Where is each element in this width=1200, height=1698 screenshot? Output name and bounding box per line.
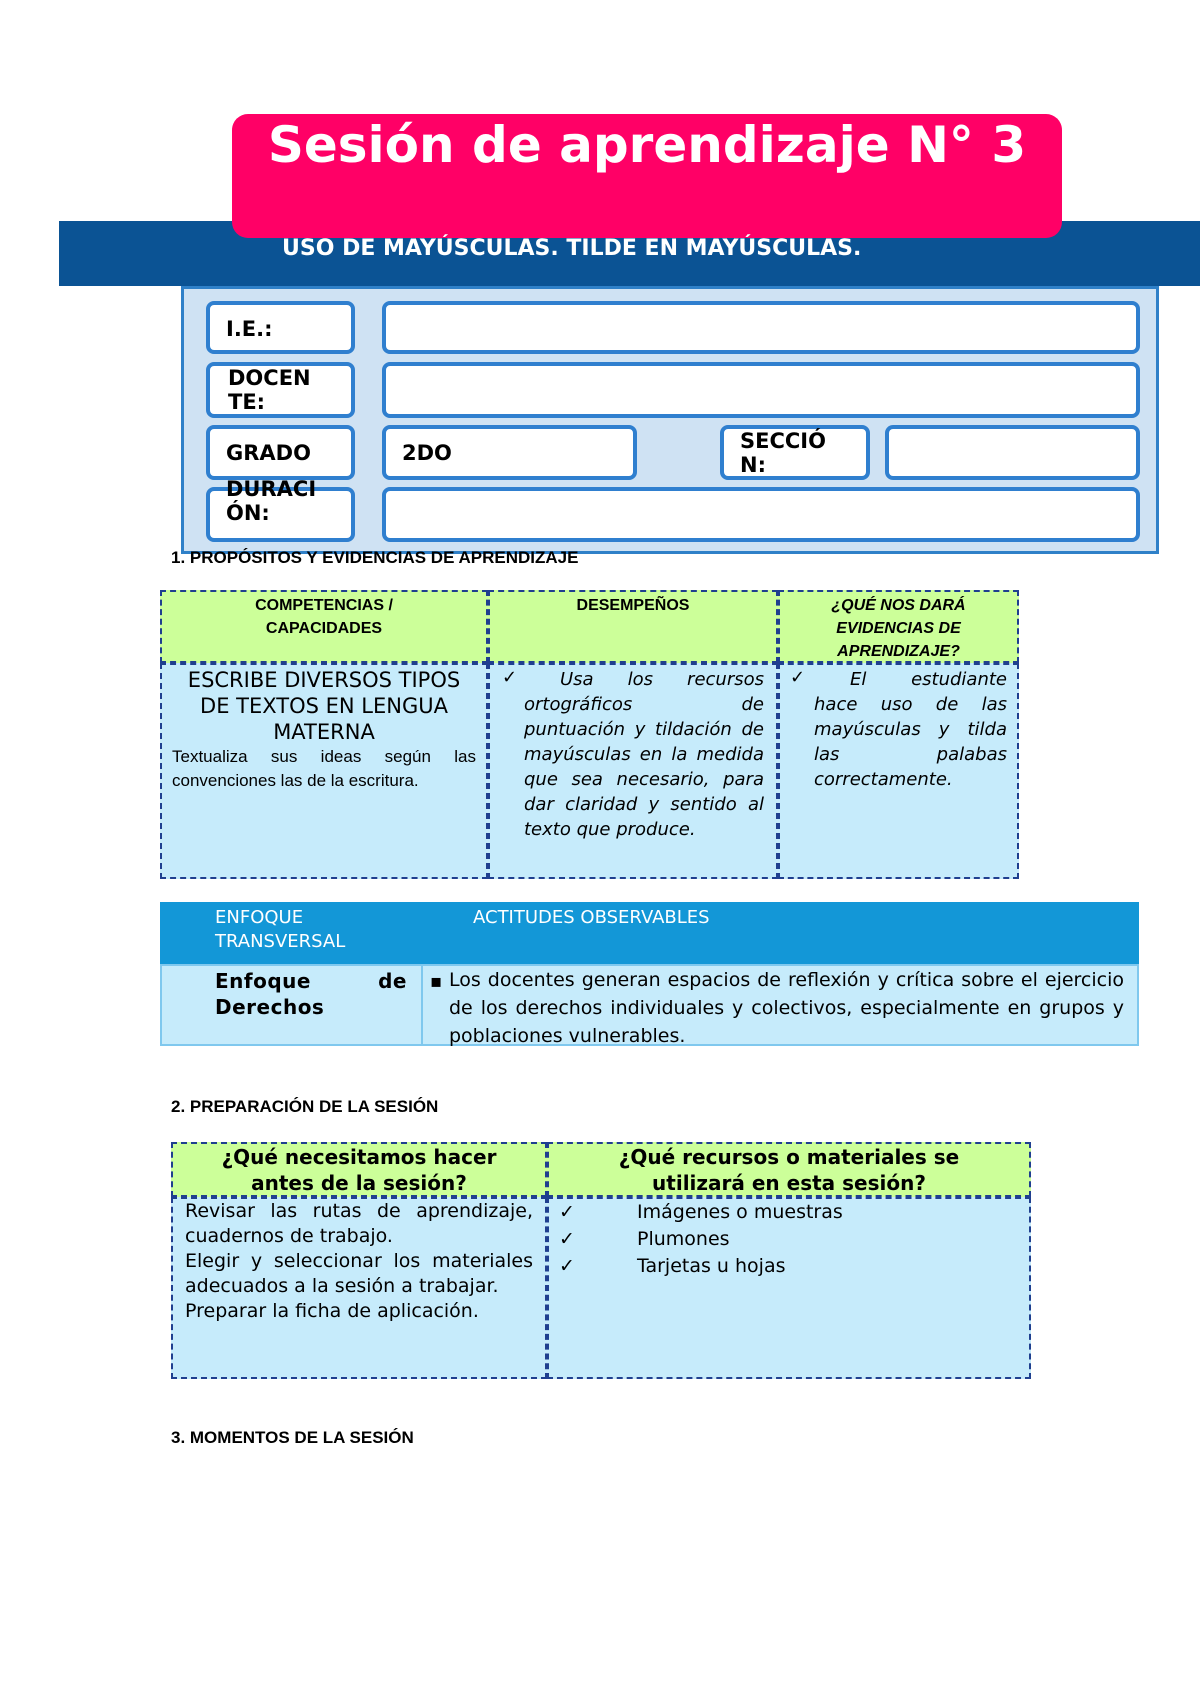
docente-label: DOCEN TE:: [228, 366, 311, 414]
check-icon: ✓: [502, 667, 518, 688]
grado-label-box: [206, 425, 355, 480]
evidencias-header: ¿QUÉ NOS DARÁ EVIDENCIAS DE APRENDIZAJE?: [831, 597, 966, 660]
ie-field[interactable]: [382, 301, 1140, 354]
page-title: Sesión de aprendizaje N° 3: [267, 116, 1027, 174]
tasks-header-cell: [171, 1142, 547, 1197]
task-item: Revisar las rutas de aprendizaje, cuadernos de trabajo.: [185, 1200, 533, 1247]
grado-value: 2DO: [402, 441, 452, 465]
check-icon: ✓: [559, 1228, 575, 1250]
desempeno-text: Usa los recursos ortográficos de puntuación y tildación de mayúsculas en la medida que sea necesario, para dar claridad y sentido al texto que produce.: [524, 669, 764, 840]
material-item: [549, 1253, 1029, 1280]
section2-heading: 2. PREPARACIÓN DE LA SESIÓN: [171, 1097, 439, 1116]
ie-label-box: [206, 301, 355, 354]
capacidad-text: Textualiza sus ideas según las convenciones las de la escritura.: [172, 747, 476, 790]
docente-label-box: [206, 362, 355, 418]
materials-cell: [547, 1197, 1031, 1379]
seccion-label-box: [720, 425, 870, 480]
competencias-header-cell: [160, 590, 488, 663]
desempenos-header-cell: [488, 590, 778, 663]
actitud-text: Los docentes generan espacios de reflexión y crítica sobre el ejercicio de los derechos individuales y colectivos, especialmente en grupos y poblaciones vulnerables.: [449, 969, 1124, 1047]
section3-heading: 3. MOMENTOS DE LA SESIÓN: [171, 1428, 414, 1447]
competencias-header: COMPETENCIAS / CAPACIDADES: [255, 597, 393, 637]
ie-label: I.E.:: [226, 317, 273, 341]
bullet-icon: ▪: [430, 971, 443, 992]
enfoque-header-row: [160, 902, 1139, 964]
enfoque-header: ENFOQUE TRANSVERSAL: [215, 907, 346, 952]
seccion-label: SECCIÓ N:: [740, 429, 826, 477]
materials-header-cell: [547, 1142, 1031, 1197]
enfoque-body-row: [160, 964, 1139, 1046]
tasks-cell: [171, 1197, 547, 1379]
task-item: Elegir y seleccionar los materiales adecuados a la sesión a trabajar.: [185, 1250, 533, 1297]
section1-heading: 1. PROPÓSITOS Y EVIDENCIAS DE APRENDIZAJE: [171, 548, 579, 567]
materials-header: ¿Qué recursos o materiales se utilizará en esta sesión?: [618, 1145, 960, 1195]
check-icon: ✓: [559, 1201, 575, 1223]
purposes-table: [160, 590, 1019, 879]
evidencia-cell: [778, 663, 1019, 879]
duracion-field[interactable]: [382, 487, 1140, 542]
competencia-cell: [160, 663, 488, 879]
competencia-title: ESCRIBE DIVERSOS TIPOS DE TEXTOS EN LENGUA MATERNA: [187, 668, 461, 744]
column-divider: [421, 966, 423, 1046]
evidencias-header-cell: [778, 590, 1019, 663]
grado-field[interactable]: [382, 425, 637, 480]
task-item: Preparar la ficha de aplicación.: [185, 1300, 479, 1322]
seccion-field[interactable]: [885, 425, 1140, 480]
material-item: [549, 1226, 1029, 1253]
session-subtitle: USO DE MAYÚSCULAS. TILDE EN MAYÚSCULAS.: [282, 236, 862, 261]
material-label: Tarjetas u hojas: [637, 1255, 786, 1277]
desempenos-header: DESEMPEÑOS: [576, 597, 690, 614]
material-label: Plumones: [637, 1228, 730, 1250]
check-icon: ✓: [559, 1255, 575, 1277]
preparation-table: [171, 1142, 1031, 1379]
actitudes-header: ACTITUDES OBSERVABLES: [473, 907, 710, 928]
duracion-label-box: [206, 477, 355, 542]
grado-label: GRADO: [226, 441, 311, 465]
desempeno-cell: [488, 663, 778, 879]
enfoque-name: Enfoque de Derechos: [215, 969, 407, 1019]
duracion-label: DURACI ÓN:: [226, 477, 317, 525]
evidencia-text: El estudiante hace uso de las mayúsculas y tilda las palabas correctamente.: [814, 669, 1007, 790]
docente-field[interactable]: [382, 362, 1140, 418]
tasks-header: ¿Qué necesitamos hacer antes de la sesión?: [221, 1145, 497, 1195]
material-label: Imágenes o muestras: [637, 1201, 843, 1223]
material-item: [549, 1199, 1029, 1226]
check-icon: ✓: [790, 667, 806, 688]
